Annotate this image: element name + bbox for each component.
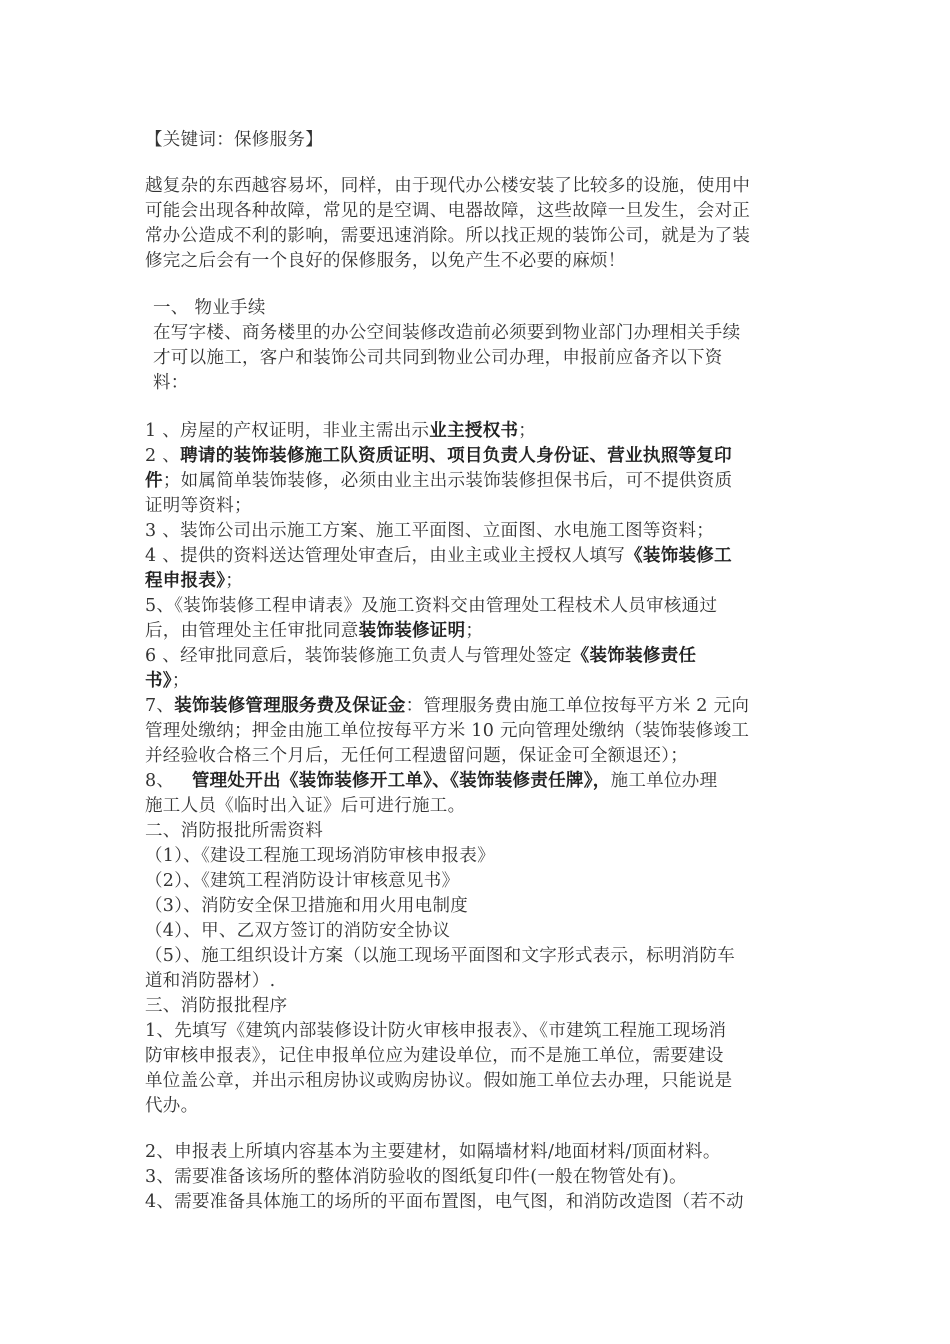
list-item: 道和消防器材）. <box>145 971 276 991</box>
list-item: 单位盖公章，并出示租房协议或购房协议。假如施工单位去办理，只能说是 <box>145 1071 733 1091</box>
list-item: 4、需要准备具体施工的场所的平面布置图，电气图，和消防改造图（若不动 <box>145 1192 744 1212</box>
bold-text: 程申报表》 <box>145 571 226 591</box>
section-1-paragraph: 才可以施工，客户和装饰公司共同到物业公司办理，申报前应备齐以下资 <box>153 348 723 368</box>
list-item: 证明等资料； <box>145 496 252 516</box>
section-1-paragraph: 在写字楼、商务楼里的办公空间装修改造前必须要到物业部门办理相关手续 <box>153 323 741 343</box>
list-item: 1 、房屋的产权证明，非业主需出示业主授权书； <box>145 421 537 441</box>
list-item: 书》； <box>145 671 190 691</box>
intro-line: 常办公造成不利的影响，需要迅速消除。所以找正规的装饰公司，就是为了装 <box>145 226 751 246</box>
list-item: 5、《装饰装修工程申请表》及施工资料交由管理处工程枝术人员审核通过 <box>145 596 718 616</box>
list-item: 代办。 <box>145 1096 199 1116</box>
bold-text: 《装饰装修工 <box>625 546 732 566</box>
section-1-paragraph: 料： <box>153 373 189 393</box>
intro-line: 越复杂的东西越容易坏，同样，由于现代办公楼安装了比较多的设施，使用中 <box>145 176 751 196</box>
list-item: 2、申报表上所填内容基本为主要建材，如隔墙材料/地面材料/顶面材料。 <box>145 1142 721 1162</box>
list-item: （2）、《建筑工程消防设计审核意见书》 <box>145 871 460 891</box>
list-item: 4 、提供的资料送达管理处审查后，由业主或业主授权人填写《装饰装修工 <box>145 546 732 566</box>
bold-text: 装饰装修证明 <box>358 621 466 641</box>
list-item: 1、先填写《建筑内部装修设计防火审核申报表》、《市建筑工程施工现场消 <box>145 1021 727 1041</box>
list-item: （1）、《建设工程施工现场消防审核申报表》 <box>145 846 495 866</box>
bold-text: 《装饰装修责任 <box>571 646 697 666</box>
bold-text: 书》 <box>145 671 172 691</box>
list-item: 7、装饰装修管理服务费及保证金：管理服务费由施工单位按每平方米 2 元向 <box>145 696 750 716</box>
list-item: 6 、经审批同意后，装饰装修施工负责人与管理处签定《装饰装修责任 <box>145 646 697 666</box>
list-item: 管理处缴纳；押金由施工单位按每平方米 10 元向管理处缴纳（装饰装修竣工 <box>145 721 750 741</box>
list-item: 3、需要准备该场所的整体消防验收的图纸复印件(一般在物管处有)。 <box>145 1167 687 1187</box>
list-item: （5）、施工组织设计方案（以施工现场平面图和文字形式表示，标明消防车 <box>145 946 736 966</box>
bold-text: 装饰装修管理服务费及保证金 <box>174 696 406 716</box>
list-item: （4）、甲、乙双方签订的消防安全协议 <box>145 921 451 941</box>
list-item: 并经验收合格三个月后，无任何工程遗留问题，保证金可全额退还）； <box>145 746 689 766</box>
list-item: （3）、消防安全保卫措施和用火用电制度 <box>145 896 469 916</box>
section-1-heading: 一、 物业手续 <box>153 298 266 318</box>
bold-text: 管理处开出《装饰装修开工单》、《装饰装修责任牌》， <box>191 771 611 791</box>
list-item: 施工人员《临时出入证》后可进行施工。 <box>145 796 466 816</box>
bold-text: 业主授权书 <box>429 421 519 441</box>
keyword-line: 【关键词：保修服务】 <box>145 130 323 150</box>
list-item: 程申报表》； <box>145 571 244 591</box>
list-item: 8、 管理处开出《装饰装修开工单》、《装饰装修责任牌》，施工单位办理 <box>145 771 718 791</box>
list-item: 3 、装饰公司出示施工方案、施工平面图、立面图、水电施工图等资料； <box>145 521 715 541</box>
section-2-heading: 二、消防报批所需资料 <box>145 821 323 841</box>
list-item: 件；如属简单装饰装修，必须由业主出示装饰装修担保书后，可不提供资质 <box>145 471 733 491</box>
bold-text: 件 <box>145 471 163 491</box>
bold-text: 聘请的装饰装修施工队资质证明、项目负责人身份证、营业执照等复印 <box>180 446 732 466</box>
list-item: 防审核申报表》，记住申报单位应为建设单位，而不是施工单位，需要建设 <box>145 1046 724 1066</box>
list-item: 后，由管理处主任审批同意装饰装修证明； <box>145 621 484 641</box>
list-item: 2 、聘请的装饰装修施工队资质证明、项目负责人身份证、营业执照等复印 <box>145 446 732 466</box>
section-3-heading: 三、消防报批程序 <box>145 996 288 1016</box>
intro-line: 可能会出现各种故障，常见的是空调、电器故障，这些故障一旦发生，会对正 <box>145 201 751 221</box>
intro-line: 修完之后会有一个良好的保修服务，以免产生不必要的麻烦！ <box>145 251 626 271</box>
